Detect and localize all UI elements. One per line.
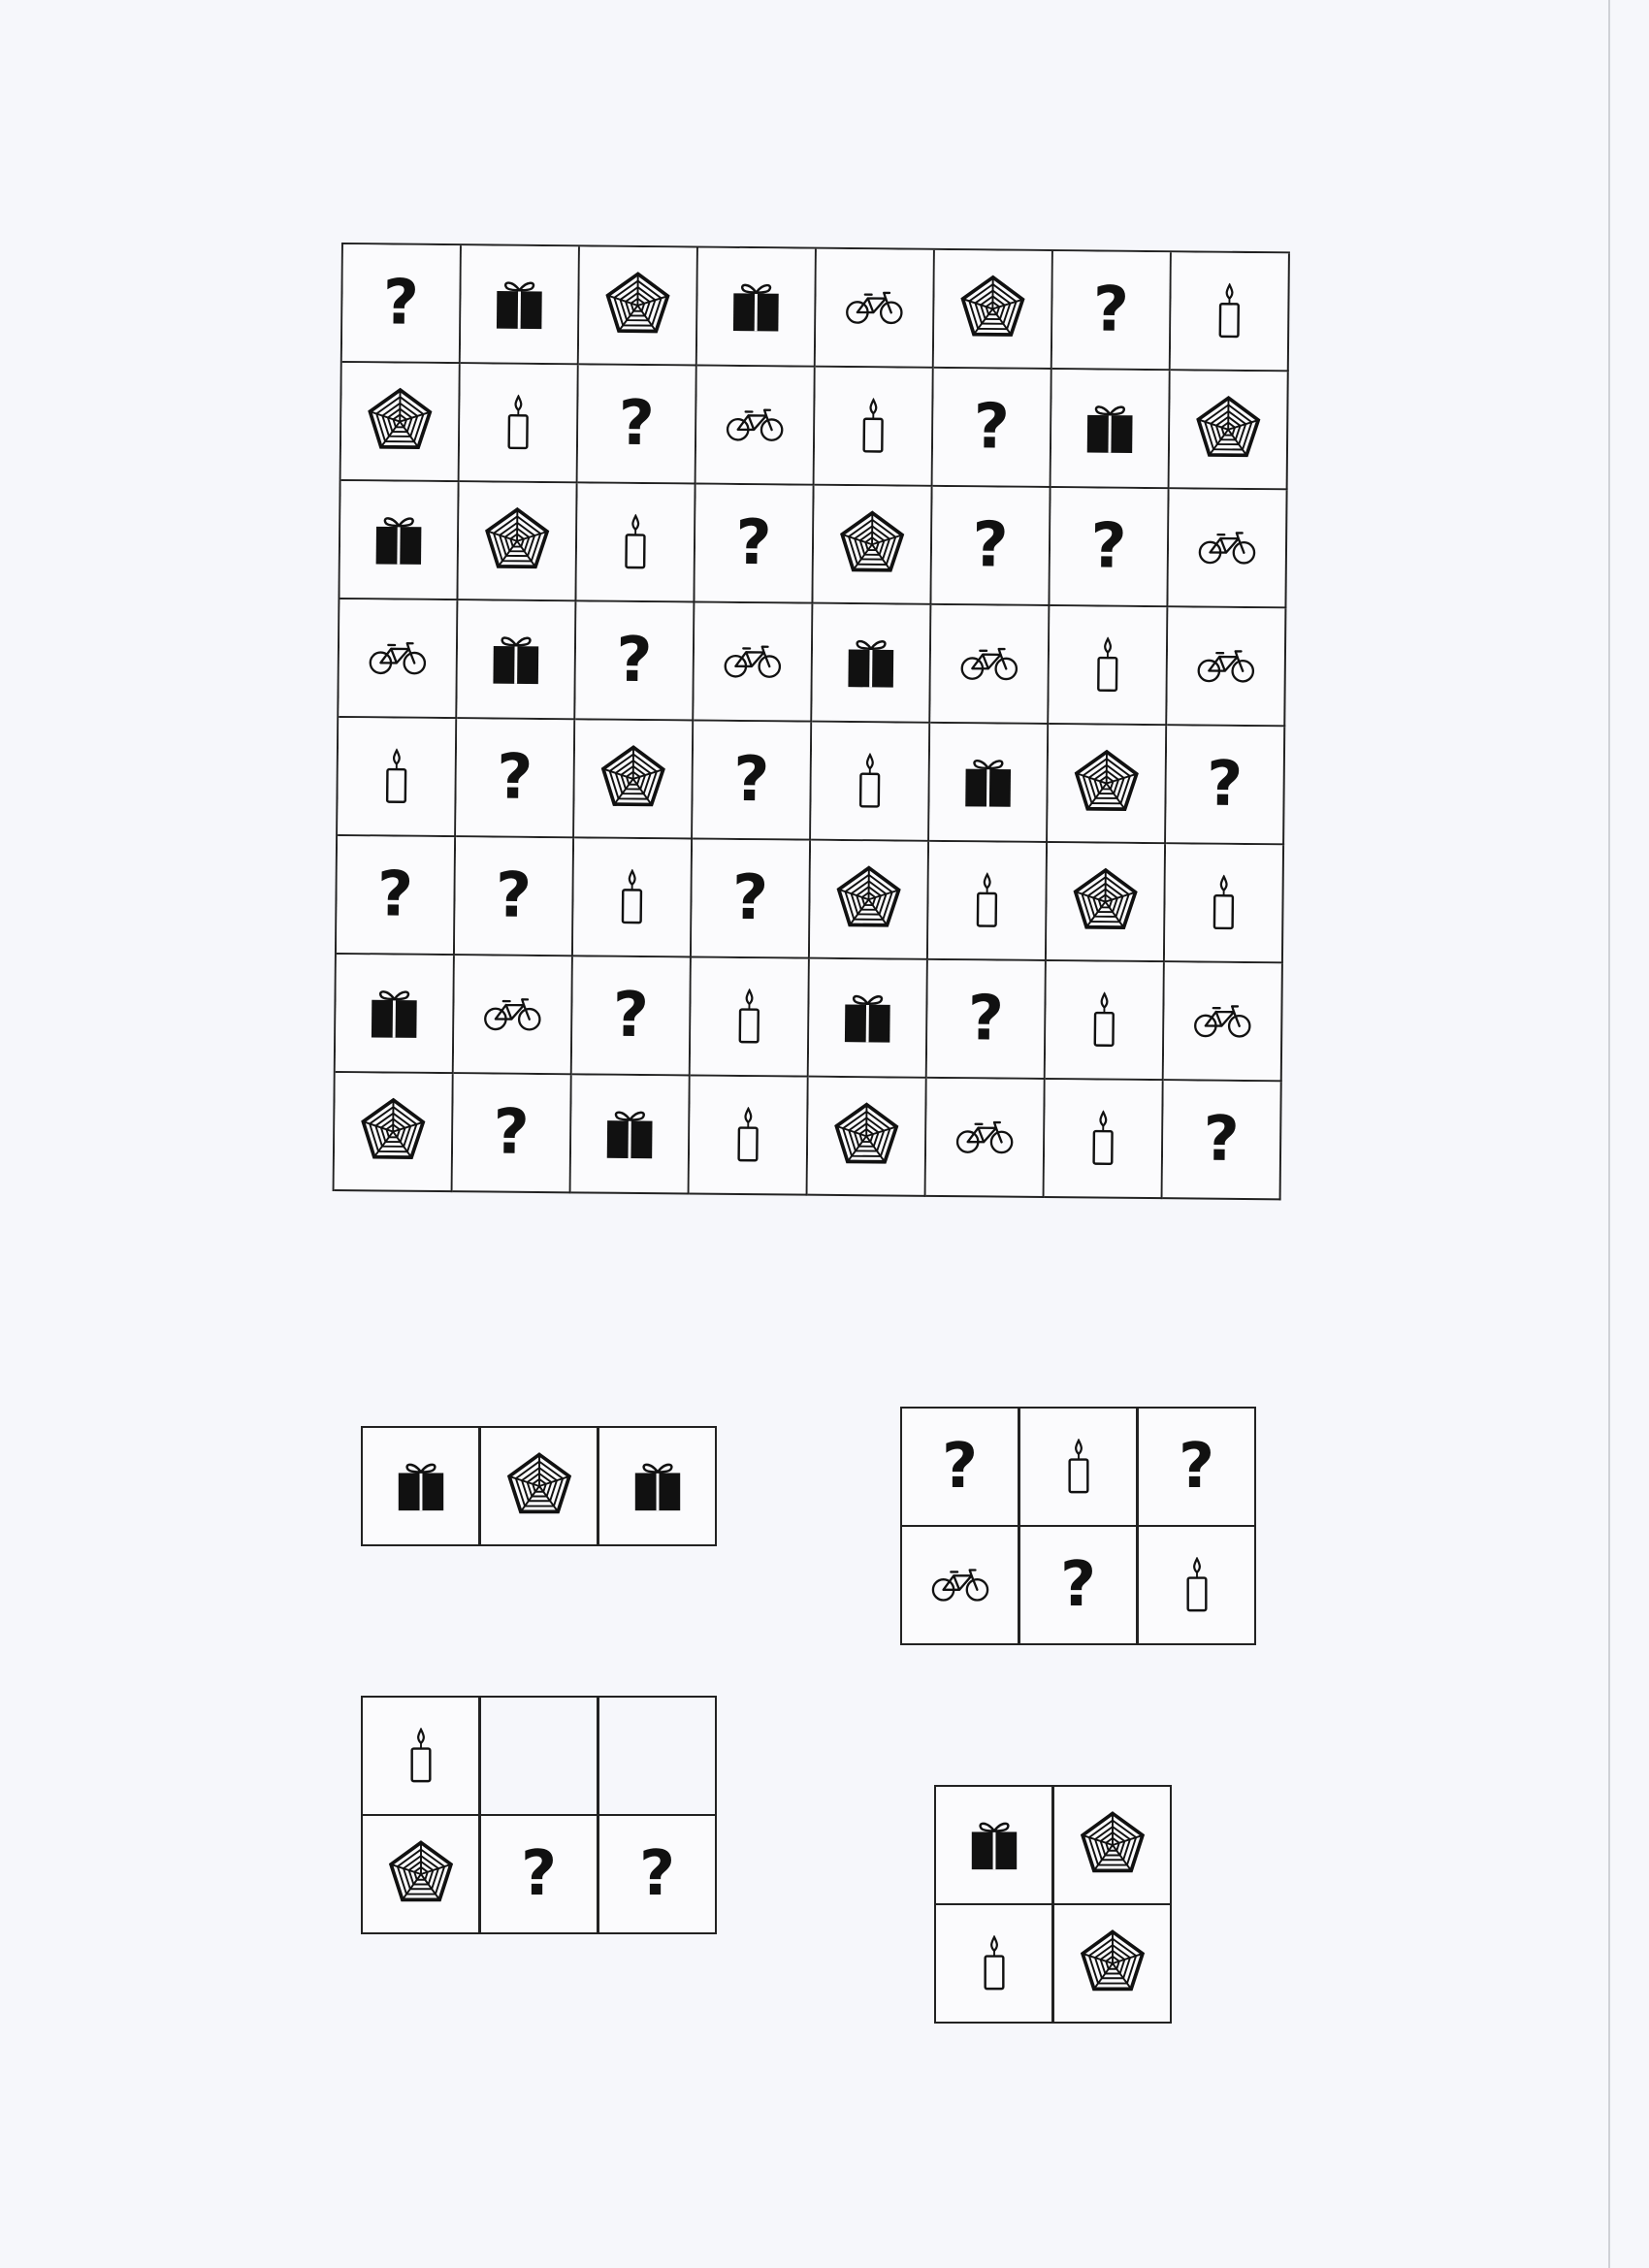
grid-cell <box>1018 1407 1138 1527</box>
candle-icon <box>856 753 884 809</box>
grid-cell <box>1137 1525 1256 1645</box>
grid-cell <box>578 365 697 484</box>
gift-icon <box>959 754 1017 811</box>
grid-cell <box>341 363 461 482</box>
grid-cell <box>1171 252 1290 372</box>
gift-icon <box>601 1106 659 1163</box>
candle-icon <box>1183 1557 1211 1613</box>
grid-cell <box>479 1814 598 1934</box>
question-mark: ? <box>495 859 533 932</box>
question-mark: ? <box>615 624 653 697</box>
grid-cell <box>1048 725 1167 844</box>
question-mark: ? <box>967 983 1005 1055</box>
spiderweb-icon <box>1070 747 1143 820</box>
grid-cell <box>813 486 932 605</box>
question-mark: ? <box>520 1838 558 1910</box>
grid-cell <box>691 957 810 1077</box>
grid-cell <box>461 245 580 365</box>
grid-cell <box>808 1078 927 1197</box>
question-mark: ? <box>973 391 1011 464</box>
grid-cell <box>339 599 458 719</box>
grid-cell <box>1046 961 1165 1081</box>
grid-cell <box>900 1525 1019 1645</box>
bicycle-icon <box>1197 529 1257 567</box>
grid-cell <box>811 723 930 842</box>
grid-cell <box>1163 1081 1282 1200</box>
grid-cell <box>454 956 573 1075</box>
question-mark: ? <box>1203 1103 1241 1176</box>
bicycle-icon <box>959 645 1019 683</box>
grid-cell <box>933 369 1052 488</box>
spiderweb-icon <box>1077 1928 1148 1999</box>
grid-cell <box>456 719 575 838</box>
grid-cell <box>342 244 462 364</box>
question-mark: ? <box>1059 1549 1097 1621</box>
grid-cell <box>1167 607 1286 727</box>
piece-gift-web-gift[interactable] <box>361 1426 716 1544</box>
grid-cell <box>336 955 455 1074</box>
bicycle-icon <box>1196 647 1256 685</box>
question-mark: ? <box>382 267 420 340</box>
grid-cell <box>928 842 1048 961</box>
grid-cell <box>696 367 816 486</box>
candle-icon <box>1090 991 1118 1048</box>
grid-cell <box>361 1696 480 1816</box>
grid-cell <box>1052 1785 1172 1905</box>
spiderweb-icon <box>1077 1809 1148 1881</box>
bicycle-icon <box>368 639 428 677</box>
candle-icon <box>1065 1439 1092 1495</box>
spiderweb-icon <box>1192 393 1265 466</box>
gift-icon <box>371 511 428 568</box>
question-mark: ? <box>638 1838 676 1910</box>
spiderweb-icon <box>357 1095 430 1168</box>
question-mark: ? <box>1206 748 1244 821</box>
grid-cell <box>934 1785 1053 1905</box>
grid-cell <box>934 250 1053 370</box>
piece-two-by-three[interactable] <box>900 1407 1255 1643</box>
question-mark: ? <box>735 506 772 580</box>
page-edge <box>1608 0 1610 2268</box>
candle-icon <box>622 514 650 570</box>
candle-icon <box>859 398 888 454</box>
grid-cell <box>690 1076 809 1195</box>
grid-cell <box>693 722 812 841</box>
grid-cell <box>1168 489 1287 608</box>
grid-cell <box>927 960 1047 1080</box>
bicycle-icon <box>844 289 904 327</box>
grid-cell <box>930 605 1050 725</box>
grid-cell <box>1049 606 1168 726</box>
grid-cell <box>479 1426 598 1546</box>
gift-icon <box>1082 400 1139 457</box>
candle-icon <box>1094 636 1122 693</box>
spiderweb-icon <box>1069 865 1142 938</box>
grid-cell <box>361 1426 480 1546</box>
question-mark: ? <box>732 743 770 817</box>
grid-cell <box>1050 488 1169 607</box>
question-mark: ? <box>618 387 656 461</box>
candle-icon <box>1089 1110 1117 1166</box>
candle-icon <box>618 869 646 925</box>
candle-icon <box>407 1728 435 1784</box>
grid-cell <box>1052 1903 1172 2024</box>
grid-cell <box>335 1073 454 1192</box>
spiderweb-icon <box>601 270 674 342</box>
bicycle-icon <box>1192 1002 1252 1040</box>
grid-cell <box>598 1426 717 1546</box>
gift-icon <box>843 634 900 692</box>
grid-cell <box>1166 726 1285 845</box>
grid-cell <box>572 956 692 1076</box>
question-mark: ? <box>496 741 534 814</box>
grid-cell <box>457 600 576 720</box>
spiderweb-icon <box>385 1838 457 1910</box>
question-mark: ? <box>376 859 414 931</box>
gift-icon <box>488 631 545 688</box>
question-mark: ? <box>731 861 769 935</box>
bicycle-icon <box>725 406 785 444</box>
question-mark: ? <box>1178 1431 1215 1503</box>
spiderweb-icon <box>830 1100 903 1173</box>
gift-icon <box>728 278 785 336</box>
grid-cell <box>1052 251 1172 371</box>
grid-cell <box>931 487 1051 606</box>
grid-cell <box>1170 371 1289 490</box>
grid-cell <box>574 720 694 839</box>
question-mark: ? <box>1090 510 1127 583</box>
spiderweb-icon <box>956 273 1029 345</box>
empty-slot <box>479 1696 598 1816</box>
grid-cell <box>816 249 935 369</box>
grid-cell <box>460 364 579 483</box>
grid-cell <box>810 841 929 960</box>
grid-cell <box>809 959 928 1079</box>
grid-cell <box>598 1814 717 1934</box>
grid-cell <box>579 246 698 366</box>
question-mark: ? <box>972 509 1009 582</box>
gift-icon <box>366 985 423 1042</box>
spiderweb-icon <box>364 385 436 458</box>
gift-icon <box>966 1817 1022 1873</box>
piece-l-shape[interactable] <box>361 1696 716 1932</box>
piece-two-by-two[interactable] <box>934 1785 1171 2022</box>
spiderweb-icon <box>597 743 669 816</box>
grid-cell <box>573 838 693 957</box>
grid-cell <box>458 482 577 601</box>
question-mark: ? <box>612 979 650 1053</box>
gift-icon <box>630 1458 686 1514</box>
grid-cell <box>812 604 931 724</box>
grid-cell <box>361 1814 480 1934</box>
gift-icon <box>393 1458 449 1514</box>
grid-cell <box>1047 843 1166 962</box>
spiderweb-icon <box>836 508 909 581</box>
grid-cell <box>692 840 811 959</box>
grid-cell <box>695 485 814 604</box>
grid-cell <box>576 483 695 602</box>
grid-cell <box>934 1903 1053 2024</box>
question-mark: ? <box>1092 274 1130 346</box>
grid-cell <box>1018 1525 1138 1645</box>
candle-icon <box>1215 283 1244 340</box>
empty-slot <box>598 1696 717 1816</box>
spiderweb-icon <box>832 863 905 936</box>
gift-icon <box>491 275 548 333</box>
grid-cell <box>697 248 817 368</box>
gift-icon <box>839 989 896 1047</box>
grid-cell <box>571 1075 691 1194</box>
grid-cell <box>1137 1407 1256 1527</box>
candle-icon <box>734 1107 762 1163</box>
bicycle-icon <box>482 995 542 1033</box>
grid-cell <box>815 368 934 487</box>
bicycle-icon <box>930 1567 990 1604</box>
candle-icon <box>973 872 1001 928</box>
grid-cell <box>340 481 459 600</box>
bicycle-icon <box>954 1118 1015 1156</box>
grid-cell <box>900 1407 1019 1527</box>
grid-cell <box>455 837 574 956</box>
grid-cell <box>694 603 813 723</box>
grid-cell <box>337 836 456 956</box>
spiderweb-icon <box>481 504 554 577</box>
bicycle-icon <box>723 643 783 681</box>
spiderweb-icon <box>503 1450 575 1522</box>
grid-cell <box>338 718 457 837</box>
grid-cell <box>926 1079 1046 1198</box>
candle-icon <box>735 988 763 1045</box>
candle-icon <box>382 748 410 804</box>
question-mark: ? <box>493 1096 531 1169</box>
grid-cell <box>1051 370 1171 489</box>
main-puzzle-grid <box>333 243 1290 1200</box>
candle-icon <box>504 395 533 451</box>
grid-cell <box>575 601 695 721</box>
candle-icon <box>981 1935 1008 1992</box>
grid-cell <box>453 1074 572 1193</box>
grid-cell <box>1045 1080 1164 1199</box>
grid-cell <box>1165 844 1284 963</box>
question-mark: ? <box>941 1431 979 1503</box>
grid-cell <box>929 724 1049 843</box>
candle-icon <box>1210 875 1238 931</box>
grid-cell <box>1164 962 1283 1082</box>
